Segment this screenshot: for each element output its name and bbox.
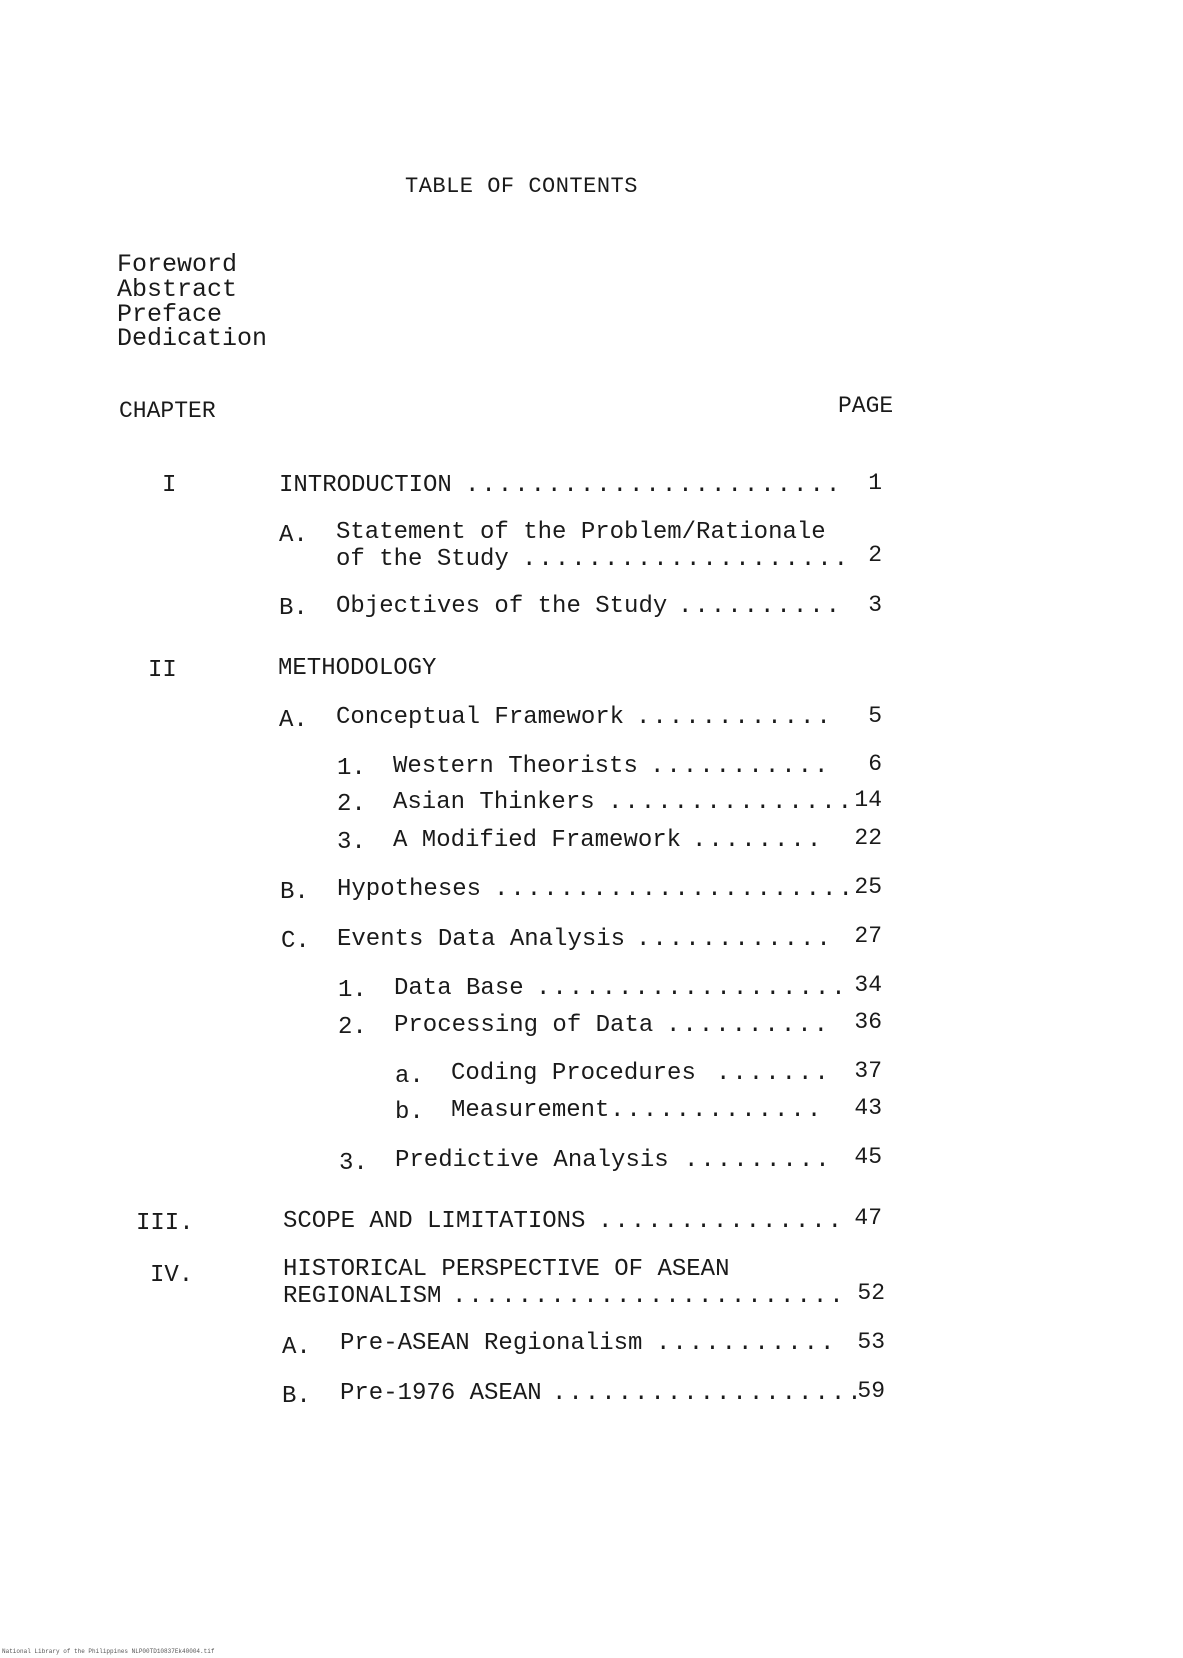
toc-entry-title: A Modified Framework [393, 827, 682, 854]
page-number: 52 [857, 1280, 885, 1306]
entry-label: A. [282, 1334, 311, 1361]
chapter-number: IV. [150, 1262, 194, 1289]
toc-entry-title: Processing of Data [394, 1012, 654, 1039]
page-number: 45 [854, 1144, 882, 1170]
leader-dots: ............ [636, 704, 833, 731]
leader-dots: ........... [650, 753, 831, 780]
entry-label: B. [280, 879, 309, 906]
toc-entry-title: Predictive Analysis [395, 1147, 669, 1174]
entry-label: B. [279, 595, 308, 622]
page-number: 3 [868, 592, 882, 618]
entry-label: B. [282, 1383, 311, 1410]
front-matter-preface: Preface [117, 300, 223, 329]
page-number: 5 [868, 703, 882, 729]
leader-dots: ...................... [494, 876, 855, 903]
page-number: 25 [854, 874, 882, 900]
chapter-number: II [148, 657, 177, 684]
leader-dots: ....... [716, 1060, 831, 1087]
leader-dots: .......... [678, 593, 843, 620]
entry-label: a. [395, 1063, 424, 1090]
toc-entry-title: Measurement [451, 1097, 610, 1124]
leader-dots: ............... [608, 789, 855, 816]
leader-dots: ............. [610, 1097, 824, 1124]
leader-dots: ......... [684, 1147, 832, 1174]
page-number: 22 [854, 825, 882, 851]
page-number: 43 [854, 1095, 882, 1121]
page-number: 47 [854, 1205, 882, 1231]
front-matter-dedication: Dedication [117, 324, 268, 353]
chapter-number: III. [136, 1210, 194, 1237]
front-matter-foreword: Foreword [117, 250, 238, 279]
page-number: 59 [857, 1378, 885, 1404]
toc-entry-title: Coding Procedures [451, 1060, 696, 1087]
leader-dots: ................... [536, 975, 848, 1002]
page-title: TABLE OF CONTENTS [405, 174, 638, 199]
leader-dots: ........ [692, 827, 824, 854]
toc-entry-title: Conceptual Framework [336, 704, 625, 731]
leader-dots: .......... [666, 1012, 831, 1039]
toc-entry-title: Statement of the Problem/Rationale [336, 519, 826, 546]
toc-entry-title: Data Base [394, 975, 524, 1002]
entry-label: 2. [337, 791, 366, 818]
page-number: 2 [868, 542, 882, 568]
page-number: 53 [857, 1329, 885, 1355]
toc-entry-title: SCOPE AND LIMITATIONS [283, 1208, 586, 1235]
leader-dots: ............ [636, 926, 833, 953]
chapter-number: I [162, 472, 177, 499]
entry-label: 1. [338, 977, 367, 1004]
entry-label: b. [395, 1099, 424, 1126]
leader-dots: .................... [522, 546, 851, 573]
page-number: 36 [854, 1009, 882, 1035]
entry-label: A. [279, 707, 308, 734]
page-number: 14 [854, 787, 882, 813]
toc-entry-title: Objectives of the Study [336, 593, 668, 620]
toc-entry-title: Pre-ASEAN Regionalism [340, 1330, 643, 1357]
toc-entry-title: Western Theorists [393, 753, 638, 780]
leader-dots: ............... [598, 1208, 845, 1235]
toc-entry-title: INTRODUCTION [279, 472, 452, 499]
leader-dots: ........... [656, 1330, 837, 1357]
toc-entry-title: Pre-1976 ASEAN [340, 1380, 542, 1407]
toc-entry-title: Events Data Analysis [337, 926, 626, 953]
entry-label: 1. [337, 755, 366, 782]
page-number: 37 [854, 1058, 882, 1084]
leader-dots: ........................ [452, 1283, 846, 1310]
entry-label: C. [281, 928, 310, 955]
page-number: 6 [868, 751, 882, 777]
entry-label: A. [279, 522, 308, 549]
page-number: 27 [854, 923, 882, 949]
page-number: 1 [868, 470, 882, 496]
toc-entry-title-cont: REGIONALISM [283, 1283, 442, 1310]
leader-dots: ....................... [465, 472, 843, 499]
page-header: PAGE [838, 393, 894, 419]
toc-entry-title-cont: of the Study [336, 546, 509, 573]
entry-label: 3. [339, 1150, 368, 1177]
entry-label: 3. [337, 829, 366, 856]
entry-label: 2. [338, 1014, 367, 1041]
page-number: 34 [854, 972, 882, 998]
toc-entry-title: HISTORICAL PERSPECTIVE OF ASEAN [283, 1256, 730, 1283]
leader-dots: ................... [552, 1380, 864, 1407]
front-matter-abstract: Abstract [117, 275, 238, 304]
toc-entry-title: Hypotheses [337, 876, 482, 903]
scan-footer: National Library of the Philippines NLP00TD10837Ek40004.tif [2, 1648, 215, 1655]
toc-entry-title: Asian Thinkers [393, 789, 595, 816]
toc-entry-title: METHODOLOGY [278, 655, 437, 682]
chapter-header: CHAPTER [119, 398, 216, 424]
